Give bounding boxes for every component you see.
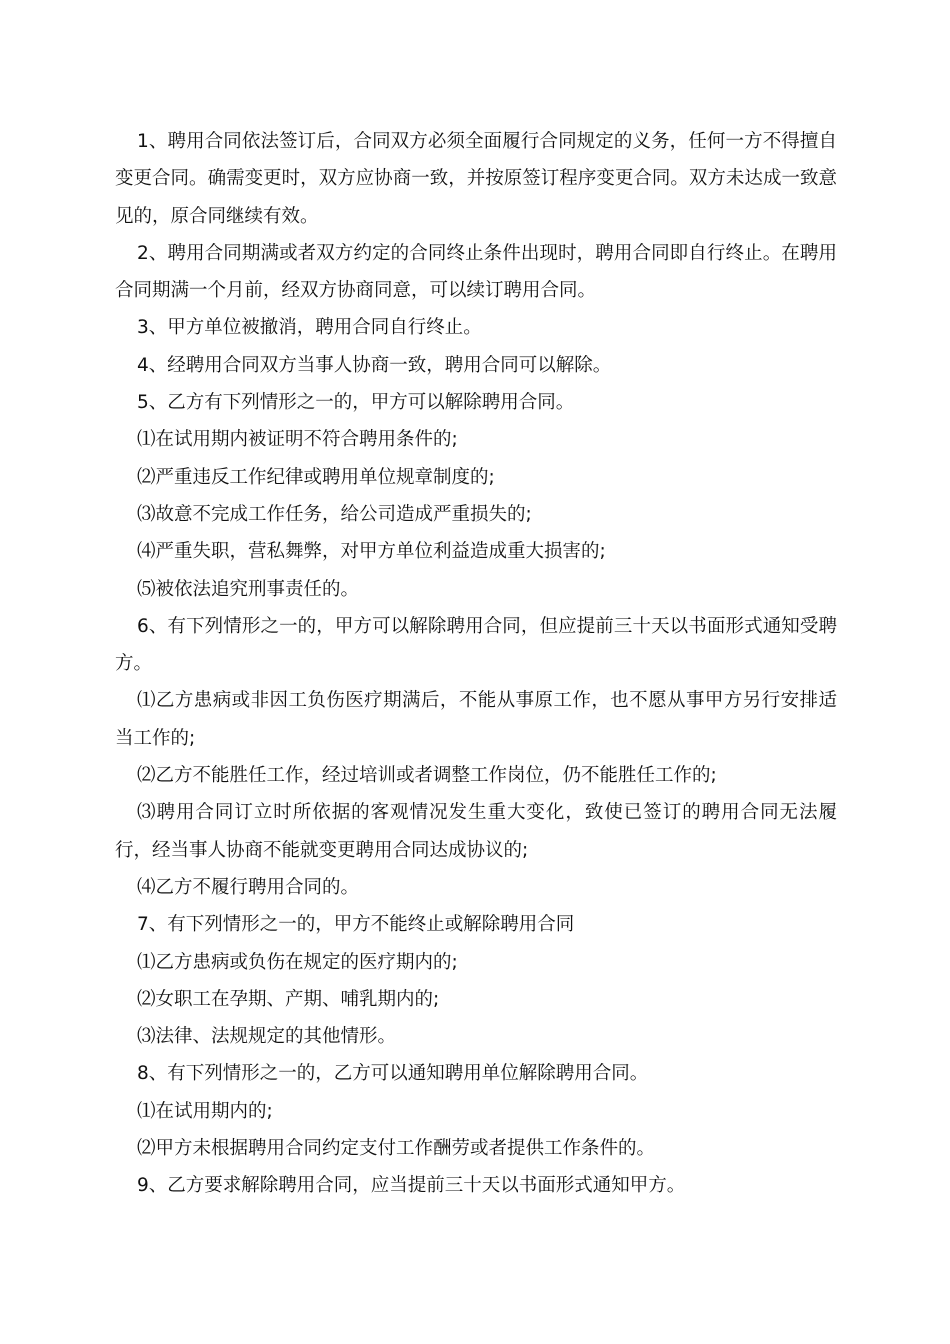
- clause-6-item-4: ⑷乙方不履行聘用合同的。: [137, 876, 360, 898]
- clause-6-item-3: ⑶聘用合同订立时所依据的客观情况发生重大变化，致使已签订的聘用合同无法履行，经当事人协商不能就变更聘用合同达成协议的;: [115, 802, 837, 861]
- clause-3: 3、甲方单位被撤消，聘用合同自行终止。: [137, 317, 482, 339]
- clause-5-item-4: ⑷严重失职，营私舞弊，对甲方单位利益造成重大损害的;: [137, 541, 606, 563]
- clause-5-item-1: ⑴在试用期内被证明不符合聘用条件的;: [137, 429, 458, 451]
- clause-7-item-2: ⑵女职工在孕期、产期、哺乳期内的;: [137, 988, 440, 1010]
- clause-8-item-1: ⑴在试用期内的;: [137, 1100, 273, 1122]
- clause-8: 8、有下列情形之一的，乙方可以通知聘用单位解除聘用合同。: [137, 1063, 649, 1085]
- clause-5-item-3: ⑶故意不完成工作任务，给公司造成严重损失的;: [137, 503, 532, 525]
- clause-1: 1、聘用合同依法签订后，合同双方必须全面履行合同规定的义务，任何一方不得擅自变更合同。确需变更时，双方应协商一致，并按原签订程序变更合同。双方未达成一致意见的，原合同继续有效。: [115, 131, 837, 227]
- clause-9: 9、乙方要求解除聘用合同，应当提前三十天以书面形式通知甲方。: [137, 1175, 686, 1197]
- clause-6-item-2: ⑵乙方不能胜任工作，经过培训或者调整工作岗位，仍不能胜任工作的;: [137, 765, 717, 787]
- clause-7-item-1: ⑴乙方患病或负伤在规定的医疗期内的;: [137, 951, 458, 973]
- clause-5: 5、乙方有下列情形之一的，甲方可以解除聘用合同。: [137, 392, 575, 414]
- clause-5-item-2: ⑵严重违反工作纪律或聘用单位规章制度的;: [137, 466, 495, 488]
- clause-5-item-5: ⑸被依法追究刑事责任的。: [137, 578, 360, 600]
- clause-4: 4、经聘用合同双方当事人协商一致，聘用合同可以解除。: [137, 354, 612, 376]
- clause-8-item-2: ⑵甲方未根据聘用合同约定支付工作酬劳或者提供工作条件的。: [137, 1138, 656, 1160]
- clause-6-item-1: ⑴乙方患病或非因工负伤医疗期满后，不能从事原工作，也不愿从事甲方另行安排适当工作的;: [115, 690, 837, 749]
- clause-6: 6、有下列情形之一的，甲方可以解除聘用合同，但应提前三十天以书面形式通知受聘方。: [115, 615, 837, 675]
- clause-7-item-3: ⑶法律、法规规定的其他情形。: [137, 1026, 397, 1048]
- clause-2: 2、聘用合同期满或者双方约定的合同终止条件出现时，聘用合同即自行终止。在聘用合同期满一个月前，经双方协商同意，可以续订聘用合同。: [115, 242, 837, 302]
- clause-7: 7、有下列情形之一的，甲方不能终止或解除聘用合同: [137, 914, 575, 936]
